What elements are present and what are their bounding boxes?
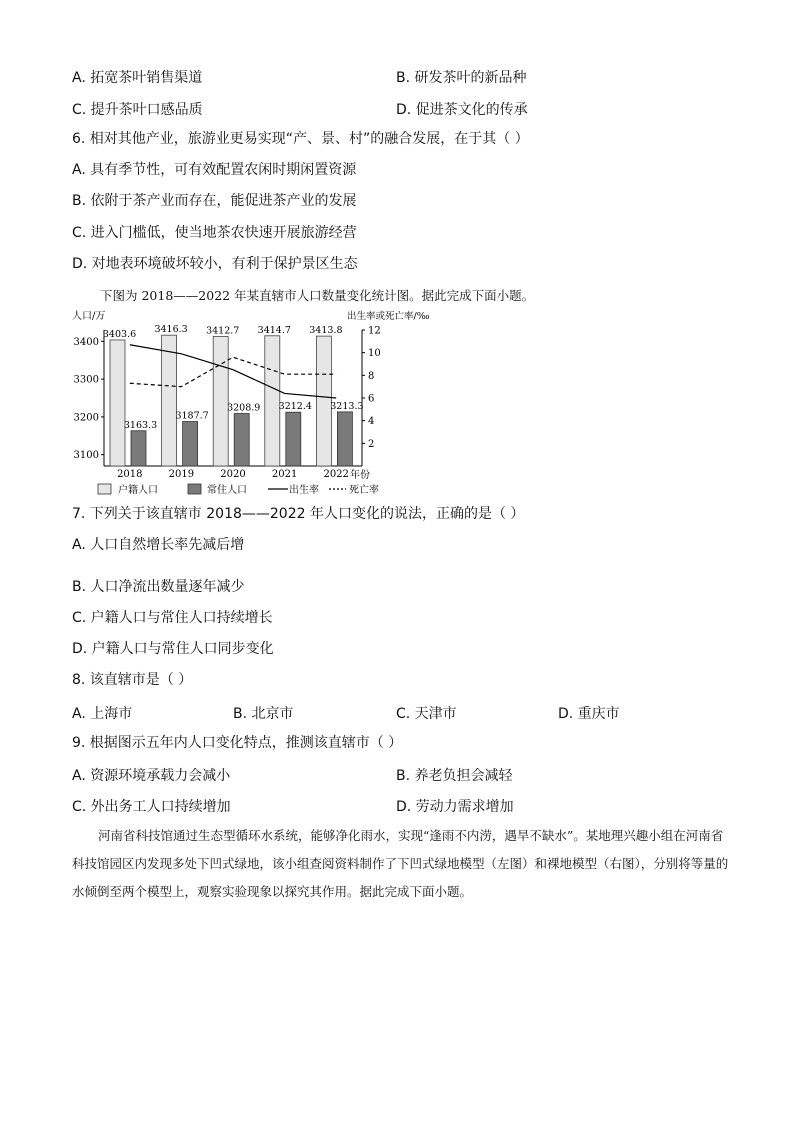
legend-label-changzhu: 常住人口	[207, 485, 247, 496]
q7-stem: 7. 下列关于该直辖市 2018——2022 年人口变化的说法，正确的是（ ）	[72, 506, 525, 522]
x-tick-2021: 2021	[271, 469, 298, 480]
q8-options	[72, 703, 732, 721]
q9-option-b: B. 养老负担会减轻	[396, 768, 513, 784]
right-ticks	[362, 326, 381, 450]
right-tick-label: 6	[368, 393, 375, 405]
passage-paragraph: 河南省科技馆通过生态型循环水系统，能够净化雨水，实现“逢雨不内涝，遇旱不缺水”。某地理兴趣小组在河南省科技馆园区内发现多处下凹式绿地，该小组查阅资料制作了下凹式绿地模型（左图）和裸地模型（右图），分别将等量的水倾倒至两个模型上，观察实验现象以探究其作用。据此完成下面小题。	[72, 828, 729, 899]
q6-stem: 6. 相对其他产业，旅游业更易实现“产、景、村”的融合发展，在于其（ ）	[72, 131, 529, 147]
bar-huji-2020	[213, 337, 228, 466]
x-tick-2020: 2020	[220, 469, 246, 480]
q7-option-b: B. 人口净流出数量逐年减少	[72, 579, 245, 595]
right-tick-label: 2	[368, 438, 375, 450]
q5-options-row-1	[72, 67, 732, 85]
legend-label-huji: 户籍人口	[118, 485, 158, 496]
q7-option-a: A. 人口自然增长率先减后增	[72, 537, 245, 553]
x-tick-2022: 2022	[323, 469, 349, 480]
q5-option-a: A. 拓宽茶叶销售渠道	[72, 70, 203, 86]
left-tick-label: 3400	[73, 336, 99, 348]
label-huji-2020: 3412.7	[206, 325, 240, 337]
q8-option-b: B. 北京市	[233, 706, 294, 722]
q5-option-c: C. 提升茶叶口感品质	[72, 102, 203, 118]
line-birth-rate	[130, 345, 336, 398]
q6-option-c: C. 进入门槛低，使当地茶农快速开展旅游经营	[72, 225, 357, 241]
label-huji-2018: 3403.6	[102, 328, 137, 340]
bar-changzhu-2019	[183, 422, 198, 466]
q9-option-c: C. 外出务工人口持续增加	[72, 799, 231, 815]
bar-changzhu-2018	[131, 431, 146, 466]
q8-stem: 8. 该直辖市是（ ）	[72, 672, 193, 688]
q6-option-a: A. 具有季节性，可有效配置农闲时期闲置资源	[72, 162, 357, 178]
label-huji-2021: 3414.7	[257, 324, 291, 336]
label-changzhu-2020: 3208.9	[227, 402, 261, 414]
legend-swatch-huji	[98, 484, 111, 494]
x-tick-2018: 2018	[117, 469, 143, 480]
q9-option-d: D. 劳动力需求增加	[396, 799, 514, 815]
bar-huji-2022	[316, 336, 331, 466]
label-huji-2022: 3413.8	[309, 325, 343, 337]
x-ticks	[117, 469, 349, 480]
population-chart	[70, 304, 430, 498]
q9-options-row-1	[72, 765, 732, 783]
left-tick-label: 3100	[73, 450, 99, 462]
q8-option-d: D. 重庆市	[558, 706, 620, 722]
x-axis-label: 年份	[350, 470, 370, 481]
left-tick-label: 3300	[73, 374, 99, 386]
bar-changzhu-2021	[286, 412, 301, 466]
right-tick-label: 4	[368, 416, 375, 428]
q7-option-c: C. 户籍人口与常住人口持续增长	[72, 610, 273, 626]
chart-legend	[98, 483, 379, 496]
bar-changzhu-2020	[234, 414, 249, 466]
right-tick-label: 10	[368, 348, 381, 360]
bars	[103, 324, 364, 466]
bar-changzhu-2022	[337, 412, 352, 466]
q5-option-d: D. 促进茶文化的传承	[396, 102, 528, 118]
q7-option-d: D. 户籍人口与常住人口同步变化	[72, 641, 274, 657]
bar-huji-2021	[265, 336, 280, 466]
bar-huji-2018	[110, 340, 125, 466]
rate-lines	[130, 345, 336, 398]
x-tick-2019: 2019	[168, 469, 195, 480]
line-death-rate	[130, 357, 336, 386]
chart-intro: 下图为 2018——2022 年某直辖市人口数量变化统计图。据此完成下面小题。	[100, 288, 535, 303]
label-huji-2019: 3416.3	[154, 324, 188, 336]
legend-swatch-changzhu	[188, 484, 201, 494]
q6-option-d: D. 对地表环境破坏较小，有利于保护景区生态	[72, 256, 358, 272]
q9-stem: 9. 根据图示五年内人口变化特点，推测该直辖市（ ）	[72, 735, 403, 751]
q9-option-a: A. 资源环境承载力会减小	[72, 768, 231, 784]
left-tick-label: 3200	[73, 412, 99, 424]
legend-label-death: 死亡率	[349, 485, 379, 496]
right-tick-label: 12	[368, 325, 381, 337]
q5-options-row-2	[72, 99, 732, 117]
q9-options-row-2	[72, 796, 732, 814]
legend-label-birth: 出生率	[289, 485, 319, 496]
q8-option-a: A. 上海市	[72, 706, 133, 722]
left-ticks	[74, 337, 104, 461]
label-changzhu-2018: 3163.3	[123, 419, 158, 431]
right-axis-label: 出生率或死亡率/‰	[347, 311, 430, 322]
q6-option-b: B. 依附于茶产业而存在，能促进茶产业的发展	[72, 193, 357, 209]
q8-option-c: C. 天津市	[396, 706, 457, 722]
right-tick-label: 8	[368, 370, 375, 382]
bar-huji-2019	[162, 335, 177, 466]
label-changzhu-2022: 3213.3	[330, 400, 364, 412]
label-changzhu-2019: 3187.7	[175, 410, 209, 422]
q5-option-b: B. 研发茶叶的新品种	[396, 70, 527, 86]
left-axis-label: 人口/万	[72, 311, 106, 322]
label-changzhu-2021: 3212.4	[278, 401, 312, 413]
